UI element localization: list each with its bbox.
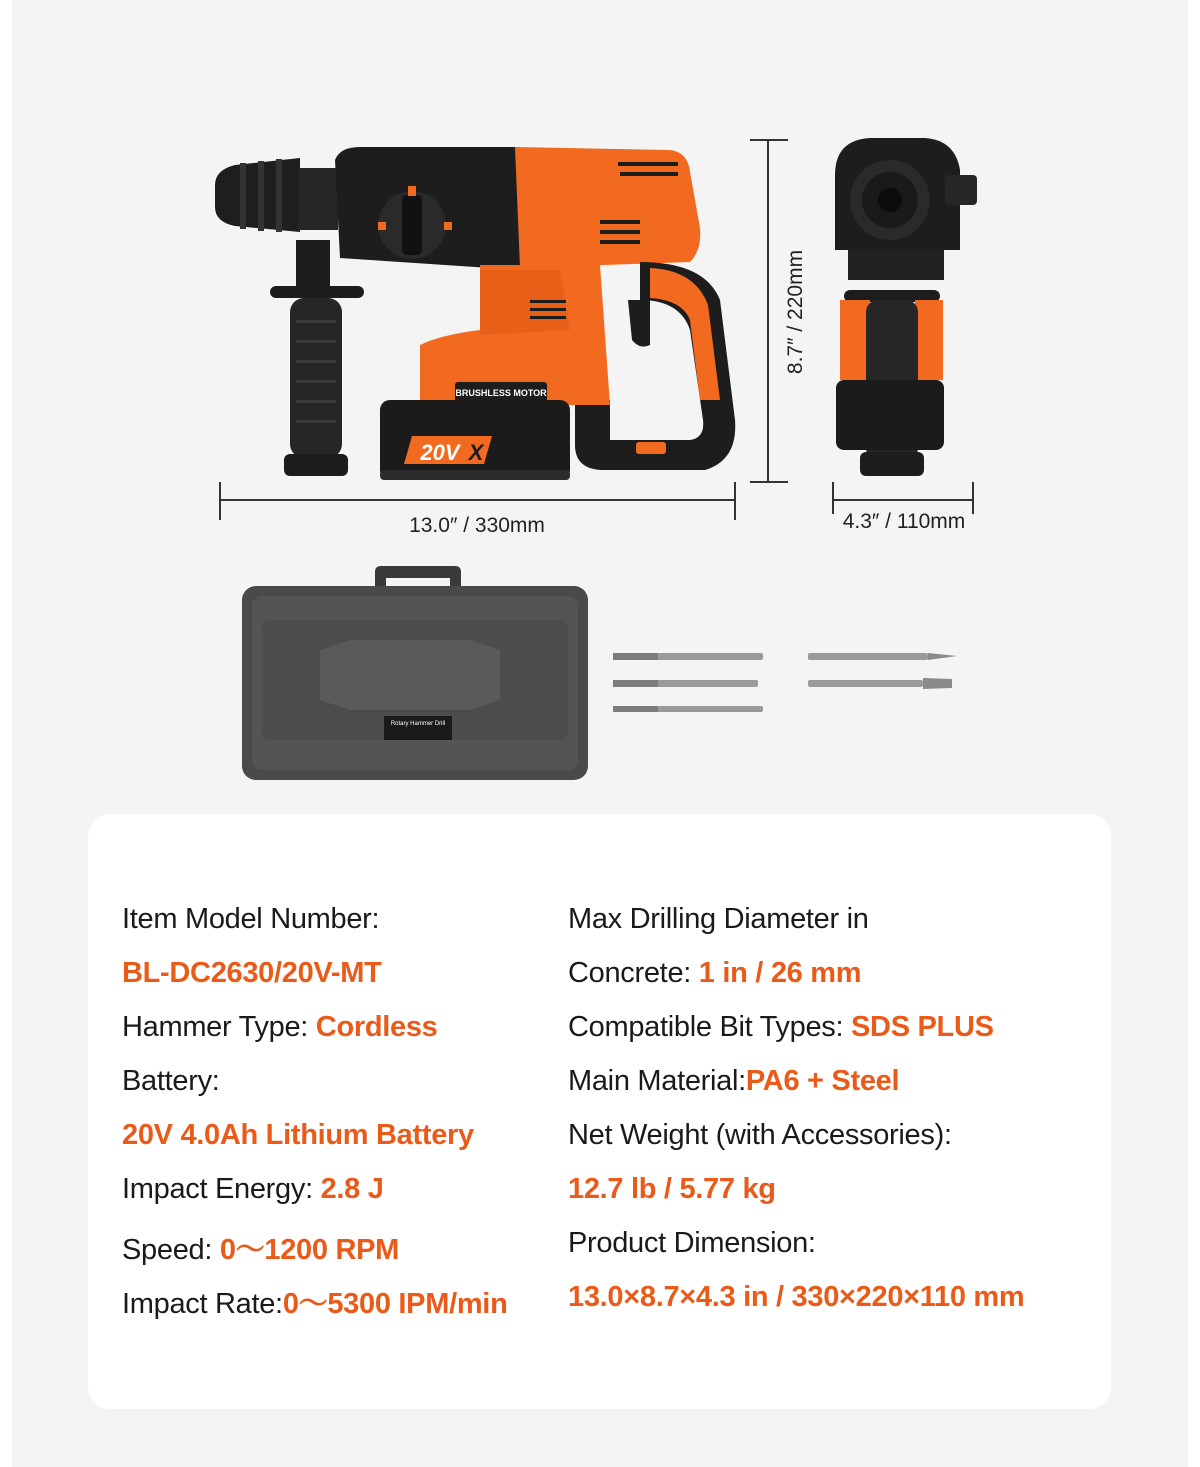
- spec-battery-label: Battery:: [122, 1065, 220, 1097]
- battery-voltage-label: 20V: [420, 440, 460, 465]
- spec-hammer-type: Hammer Type: Cordless: [122, 1011, 438, 1043]
- spec-model-value: BL-DC2630/20V-MT: [122, 957, 382, 989]
- case-label: Rotary Hammer Drill: [390, 721, 446, 727]
- carrying-case: [242, 566, 588, 780]
- spec-bit-types: Compatible Bit Types: SDS PLUS: [568, 1011, 994, 1043]
- spec-dimension-value: 13.0×8.7×4.3 in / 330×220×110 mm: [568, 1281, 1025, 1313]
- spec-weight-value: 12.7 lb / 5.77 kg: [568, 1173, 776, 1205]
- motor-label: BRUSHLESS MOTOR: [455, 388, 547, 398]
- spec-speed: Speed: 0〜1200 RPM: [122, 1234, 400, 1266]
- spec-battery-value: 20V 4.0Ah Lithium Battery: [122, 1119, 474, 1151]
- height-dimension-label: 8.7″ / 220mm: [784, 249, 807, 375]
- hammer-drill-side-view: [215, 147, 735, 480]
- chisels: [808, 653, 957, 689]
- svg-text:X: X: [468, 440, 484, 465]
- spec-weight-label: Net Weight (with Accessories):: [568, 1119, 952, 1151]
- hammer-drill-front-view: [835, 138, 977, 476]
- spec-impact-rate: Impact Rate:0〜5300 IPM/min: [122, 1288, 508, 1320]
- spec-diameter-value: Concrete: 1 in / 26 mm: [568, 957, 862, 989]
- spec-impact-energy: Impact Energy: 2.8 J: [122, 1173, 384, 1205]
- height-dimension: [750, 140, 788, 482]
- spec-dimension-label: Product Dimension:: [568, 1227, 816, 1259]
- spec-model-label: Item Model Number:: [122, 903, 380, 935]
- spec-diameter-label: Max Drilling Diameter in: [568, 903, 869, 935]
- spec-main-material: Main Material:PA6 + Steel: [568, 1065, 900, 1097]
- battery-badge: [404, 436, 492, 465]
- sds-drill-bits: [613, 653, 763, 712]
- width-dimension-label: 4.3″ / 110mm: [842, 510, 966, 533]
- length-dimension-label: 13.0″ / 330mm: [409, 514, 545, 537]
